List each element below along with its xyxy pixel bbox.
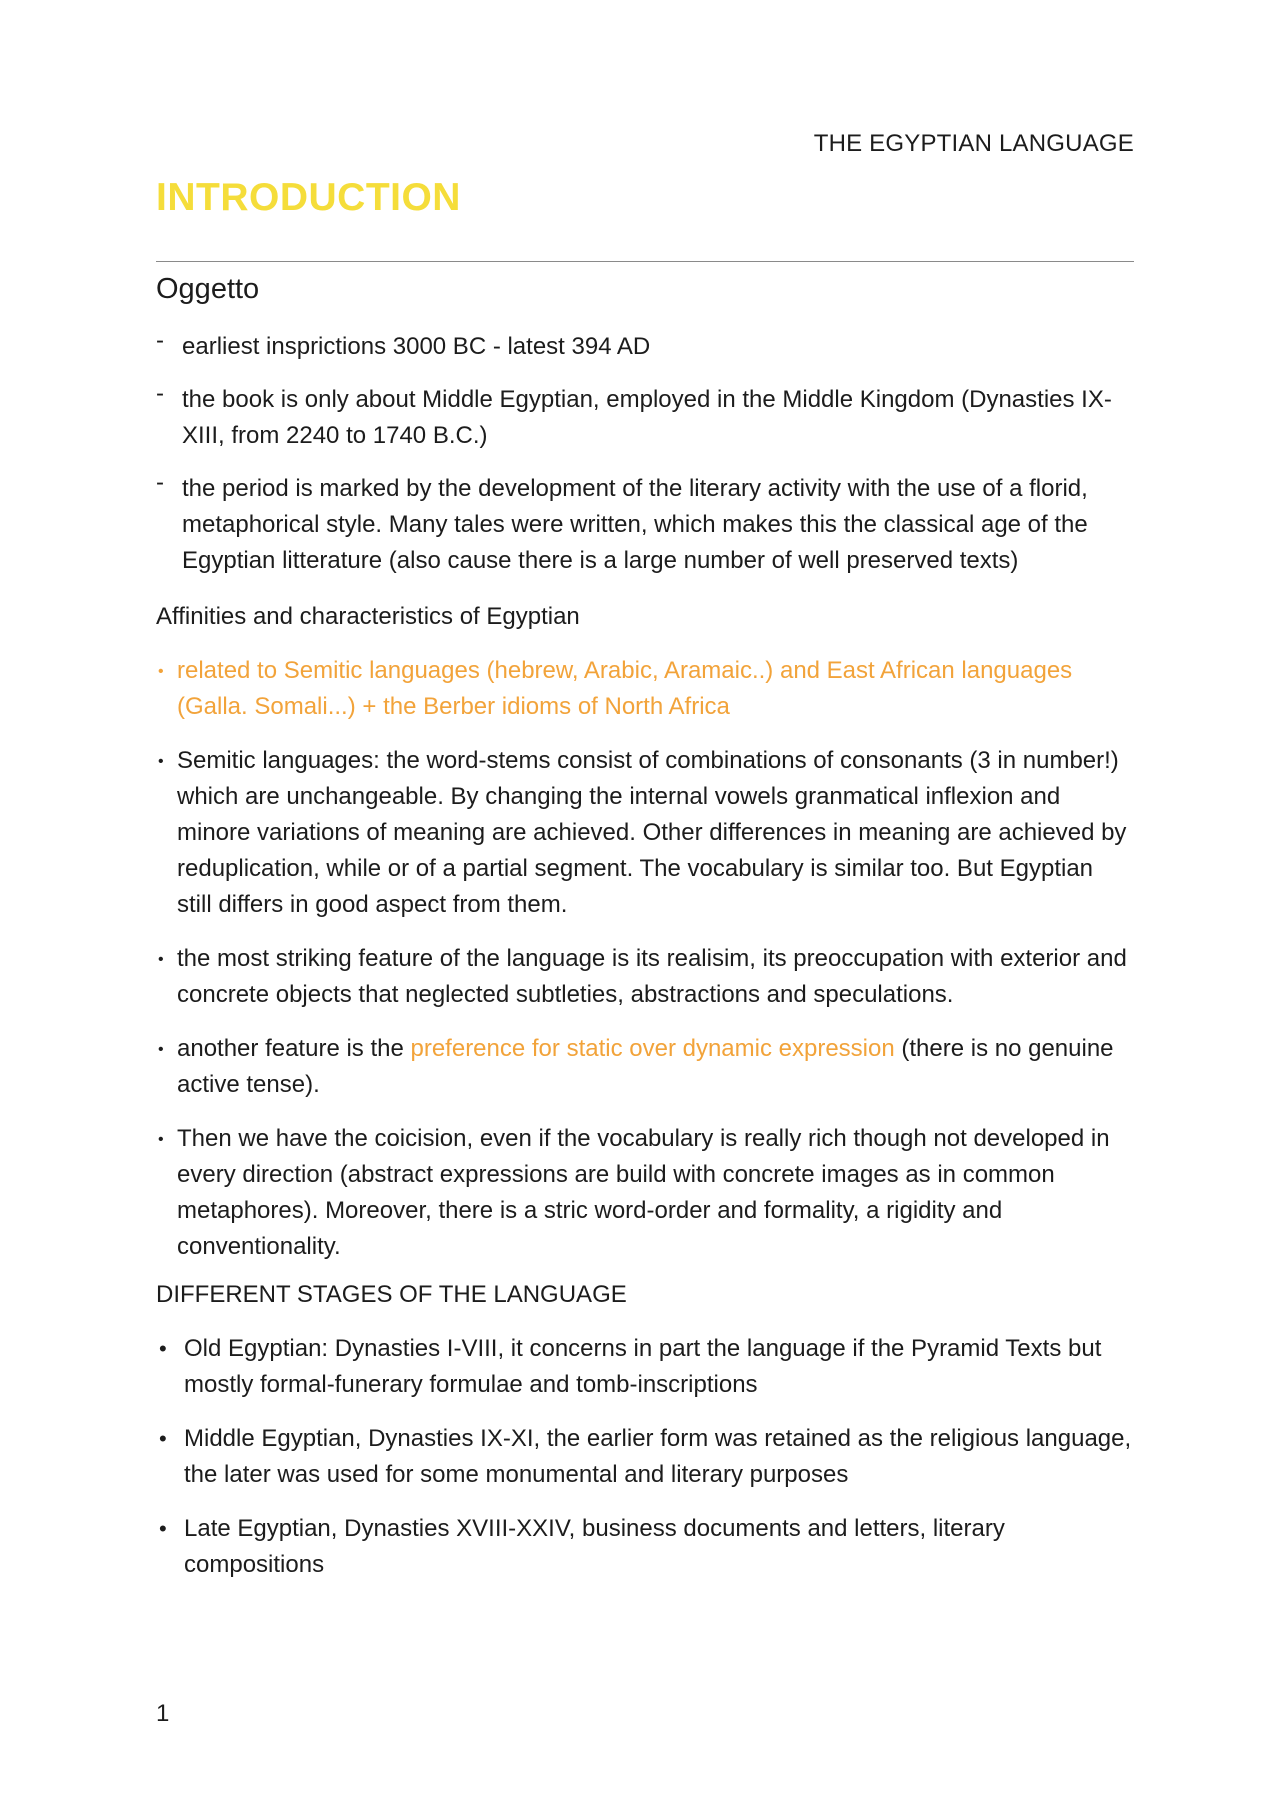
bullet-marker: • bbox=[159, 1426, 167, 1451]
bullet-marker: • bbox=[158, 663, 164, 680]
list-item bbox=[156, 1031, 1134, 1103]
page-number: 1 bbox=[156, 1700, 170, 1727]
list-item-text: Late Egyptian, Dynasties XVIII-XXIV, business documents and letters, literary compositions bbox=[184, 1515, 1005, 1578]
affinities-list bbox=[156, 653, 1134, 1265]
list-item bbox=[156, 1421, 1134, 1493]
stages-heading: DIFFERENT STAGES OF THE LANGUAGE bbox=[156, 1281, 627, 1308]
list-item bbox=[156, 329, 1134, 365]
title-divider bbox=[156, 261, 1134, 262]
stages-list bbox=[156, 1331, 1134, 1583]
section-heading: Oggetto bbox=[156, 273, 260, 305]
list-item bbox=[156, 1511, 1134, 1583]
list-item bbox=[156, 382, 1134, 454]
highlighted-phrase: preference for static over dynamic expression bbox=[410, 1035, 895, 1062]
bullet-marker: • bbox=[158, 1041, 164, 1058]
list-item-text: Middle Egyptian, Dynasties IX-XI, the earlier form was retained as the religious language, the later was used for some monumental and literary purposes bbox=[184, 1425, 1132, 1488]
document-page bbox=[156, 0, 1134, 1811]
list-item-text-start: another feature is the bbox=[177, 1035, 411, 1062]
bullet-marker: • bbox=[158, 1131, 164, 1148]
list-item-text: the most striking feature of the language is its realisim, its preoccupation with exterior and concrete objects that neglected subtleties, abstractions and speculations. bbox=[177, 945, 1127, 1008]
bullet-marker: • bbox=[158, 753, 164, 770]
list-item-text: earliest insprictions 3000 BC - latest 394 AD bbox=[182, 333, 651, 360]
list-item-text: the book is only about Middle Egyptian, employed in the Middle Kingdom (Dynasties IX-XIII, from 2240 to 1740 B.C.) bbox=[182, 386, 1112, 449]
affinities-heading: Affinities and characteristics of Egyptian bbox=[156, 603, 580, 630]
running-header: THE EGYPTIAN LANGUAGE bbox=[813, 130, 1134, 157]
bullet-marker: • bbox=[158, 951, 164, 968]
bullet-marker: • bbox=[159, 1336, 167, 1361]
list-item bbox=[156, 1331, 1134, 1403]
list-item bbox=[156, 941, 1134, 1013]
bullet-marker: • bbox=[159, 1516, 167, 1541]
list-item-text: Semitic languages: the word-stems consist of combinations of consonants (3 in number!) which are unchangeable. By changing the internal vowels granmatical inflexion and minore variations of meaning are achieved. Other differences in meaning are achieved by reduplication, while or of a partial segment. The vocabulary is similar too. But Egyptian still differs in good aspect from them. bbox=[177, 747, 1127, 918]
dash-marker: - bbox=[156, 327, 164, 354]
list-item-text: the period is marked by the development of the literary activity with the use of a florid, metaphorical style. Many tales were written, which makes this the classical age of the Egyptian litterature (also cause there is a large number of well preserved texts) bbox=[182, 475, 1088, 574]
dash-marker: - bbox=[156, 380, 164, 407]
list-item bbox=[156, 1121, 1134, 1265]
list-item-text: Then we have the coicision, even if the vocabulary is really rich though not developed in every direction (abstract expressions are build with concrete images as in common metaphores). Moreover, there is a stric word-order and formality, a rigidity and conventionality. bbox=[177, 1125, 1110, 1260]
list-item-text: related to Semitic languages (hebrew, Arabic, Aramaic..) and East African languages (Galla. Somali...) + the Berber idioms of North Africa bbox=[177, 657, 1073, 720]
list-item bbox=[156, 471, 1134, 579]
list-item-text-end: (there is no genuine active tense). bbox=[177, 1035, 1114, 1098]
dash-marker: - bbox=[156, 469, 164, 496]
page-title: INTRODUCTION bbox=[156, 176, 461, 219]
list-item bbox=[156, 653, 1134, 725]
list-item-text: Old Egyptian: Dynasties I-VIII, it concerns in part the language if the Pyramid Texts but mostly formal-funerary formulae and tomb-inscriptions bbox=[184, 1335, 1102, 1398]
dash-list bbox=[156, 329, 1134, 579]
document-body bbox=[156, 266, 1134, 1583]
list-item bbox=[156, 743, 1134, 923]
